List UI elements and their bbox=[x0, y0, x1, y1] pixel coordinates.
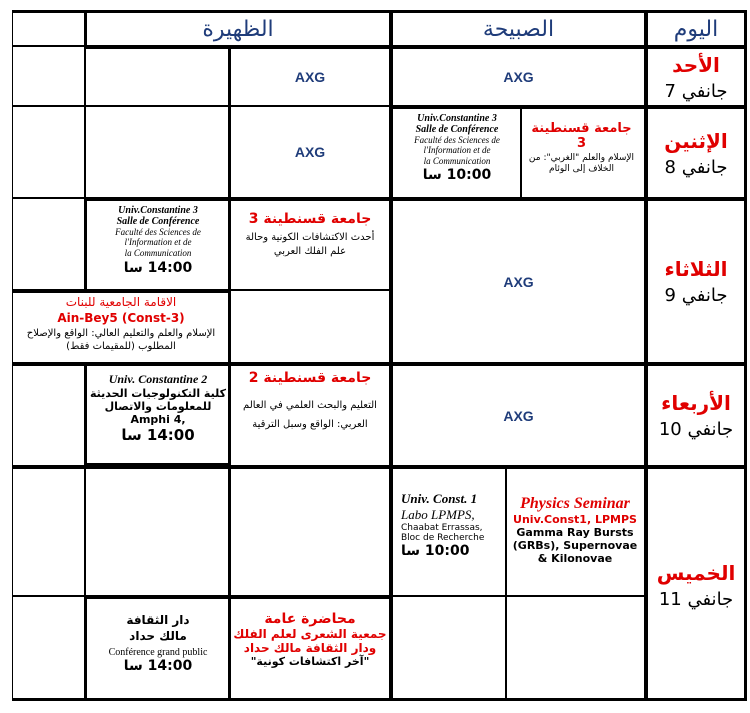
thursday-afternoon-public-lecture: محاضرة عامة جمعية الشعرى لعلم الفلك ودار الثقافة مالك حداد "آخر اكتشافات كونية" bbox=[228, 596, 390, 701]
sunday-morning-cell: AXG bbox=[390, 46, 647, 106]
tuesday-afternoon-residence-event: الاقامة الجامعية للبنات Ain-Bey5 (Const-3) الإسلام والعلم والتعليم العالي: الواقع والإصلاح المطلوب (للمقيمات فقط) bbox=[12, 290, 230, 363]
empty-cell bbox=[12, 46, 86, 106]
wednesday-morning-cell: AXG bbox=[390, 363, 647, 466]
thursday-morning-venue: Univ. Const. 1 Labo LPMPS, Chaabat Errassas, Bloc de Recherche 10:00 سا bbox=[390, 466, 507, 596]
day-cell-wednesday: الأربعاء 10 جانفي bbox=[645, 363, 747, 466]
sunday-afternoon-cell: AXG bbox=[228, 46, 390, 106]
empty-cell bbox=[84, 106, 230, 198]
empty-cell bbox=[12, 596, 86, 701]
wednesday-afternoon-venue: Univ. Constantine 2 كلية التكنولوجيات الحديثة للمعلومات والاتصال Amphi 4, 14:00 سا bbox=[84, 363, 230, 466]
monday-morning-event: جامعة قسنطينة 3 الإسلام والعلم "الغربي": من الخلاف إلى الوئام bbox=[520, 106, 647, 198]
tuesday-morning-cell: AXG bbox=[390, 198, 647, 363]
empty-cell bbox=[390, 596, 507, 701]
day-cell-thursday: الخميس 11 جانفي bbox=[645, 466, 747, 701]
empty-cell bbox=[84, 46, 230, 106]
empty-cell bbox=[505, 596, 647, 701]
day-cell-tuesday: الثلاثاء 9 جانفي bbox=[645, 198, 747, 363]
empty-cell bbox=[12, 198, 86, 290]
empty-cell bbox=[228, 466, 390, 596]
day-cell-monday: الإثنين 8 جانفي bbox=[645, 106, 747, 198]
empty-cell bbox=[84, 466, 230, 596]
thursday-afternoon-venue: دار الثقافة مالك حداد Conférence grand public 14:00 سا bbox=[84, 596, 230, 701]
afternoon-column-header: الظهيرة bbox=[84, 10, 390, 46]
tuesday-afternoon-venue: Univ.Constantine 3 Salle de Conférence Faculté des Sciences de l'Information et de la Communication 14:00 سا bbox=[84, 198, 230, 290]
morning-column-header: الصبيحة bbox=[390, 10, 647, 46]
day-column-header: اليوم bbox=[645, 10, 747, 46]
empty-cell bbox=[12, 363, 86, 466]
monday-morning-venue: Univ.Constantine 3 Salle de Conférence Faculté des Sciences de l'Information et de la Communication 10:00 سا bbox=[390, 106, 522, 198]
empty-cell bbox=[12, 106, 86, 198]
thursday-morning-seminar: Physics Seminar Univ.Const1, LPMPS Gamma Ray Bursts (GRBs), Supernovae & Kilonovae bbox=[505, 466, 647, 596]
header-empty-cell bbox=[12, 10, 86, 46]
day-cell-sunday: الأحد 7 جانفي bbox=[645, 46, 747, 106]
empty-cell bbox=[12, 466, 86, 596]
empty-cell bbox=[228, 290, 390, 363]
wednesday-afternoon-event: جامعة قسنطينة 2 التعليم والبحث العلمي في العالم العربي: الواقع وسبل الترقية bbox=[228, 363, 390, 466]
monday-afternoon-cell: AXG bbox=[228, 106, 390, 198]
tuesday-afternoon-event: جامعة قسنطينة 3 أحدث الاكتشافات الكونية وحالة علم الفلك العربي bbox=[228, 198, 390, 290]
